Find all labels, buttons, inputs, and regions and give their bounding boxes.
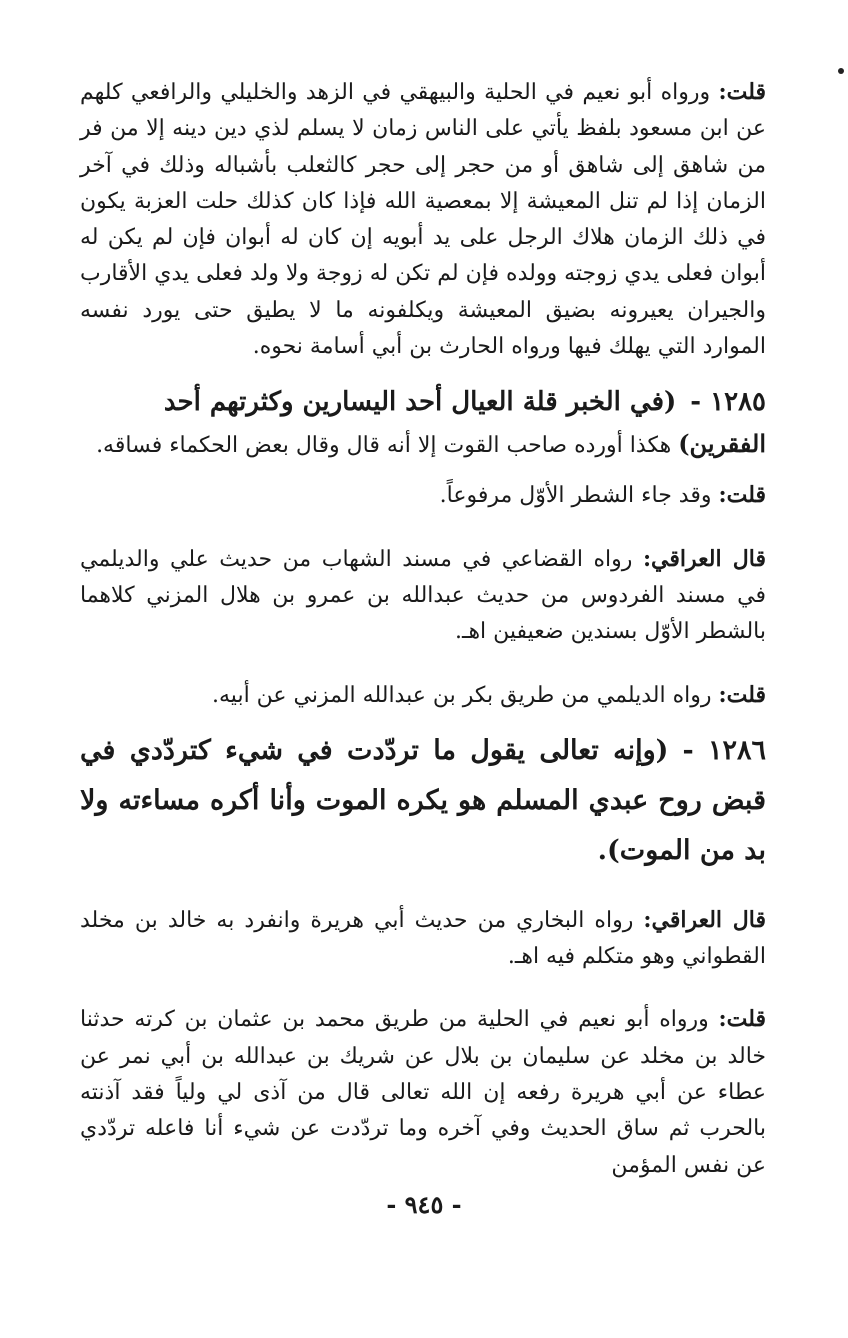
hadith-1286-number: ١٢٨٦ - (682, 734, 767, 766)
page-body (80, 74, 766, 1184)
iraqi-1285 (80, 541, 766, 651)
note-1286-lead: قلت: (718, 1006, 766, 1033)
hadith-1285-heading-end: الفقرين) (678, 429, 766, 459)
note-1285-a (80, 477, 766, 514)
hadith-1285-number: ١٢٨٥ - (690, 387, 766, 418)
iraqi-1286-lead: قال العراقي: (643, 906, 766, 933)
note-1285-a-text: وقد جاء الشطر الأوّل مرفوعاً. (439, 483, 719, 509)
hadith-1285-tail (80, 427, 766, 463)
note-1286 (80, 1001, 766, 1183)
paragraph-1-lead: قلت: (718, 79, 766, 105)
hadith-1285-heading-text: (في الخبر قلة العيال أحد اليسارين وكثرتهم أحد (163, 387, 677, 418)
iraqi-1286 (80, 902, 766, 976)
note-1285-b-text: رواه الديلمي من طريق بكر بن عبدالله المزني عن أبيه. (212, 682, 719, 708)
hadith-1286-heading-text: (وإنه تعالى يقول ما تردّدت في شيء كتردّدي في قبض روح عبدي المسلم هو يكره الموت وأنا أكره مساءته ولا بد من الموت). (80, 734, 766, 866)
ink-dot (838, 68, 844, 74)
hadith-1285-tail-text: هكذا أورده صاحب القوت إلا أنه قال وقال بعض الحكماء فساقه. (96, 433, 679, 459)
note-1286-text: ورواه أبو نعيم في الحلية من طريق محمد بن عثمان بن كرته حدثنا خالد بن مخلد عن سليمان بن بلال عن شريك بن عبدالله بن أبي نمر عن عطاء عن أبي هريرة رفعه إن الله تعالى قال من آذى لي ولياً فقد آذنته بالحرب ثم ساق الحديث وفي آخره وما تردّدت عن شيء أنا فاعله تردّدي عن نفس المؤمن (80, 1007, 766, 1178)
iraqi-1286-text: رواه البخاري من حديث أبي هريرة وانفرد به خالد بن مخلد القطواني وهو متكلم فيه اهـ. (80, 907, 766, 970)
hadith-1286-heading (80, 726, 766, 876)
paragraph-1 (80, 74, 766, 365)
note-1285-b (80, 677, 766, 714)
iraqi-1285-text: رواه القضاعي في مسند الشهاب من حديث علي والديلمي في مسند الفردوس من حديث عبدالله بن عمرو بن هلال المزني كلاهما بالشطر الأوّل بسندين ضعيفين اهـ. (80, 546, 766, 645)
iraqi-1285-lead: قال العراقي: (642, 545, 766, 572)
note-1285-b-lead: قلت: (718, 681, 766, 708)
page-number: - ٩٤٥ - (386, 1190, 462, 1219)
hadith-1285-heading (80, 377, 766, 427)
note-1285-a-lead: قلت: (718, 482, 766, 509)
paragraph-1-text: ورواه أبو نعيم في الحلية والبيهقي في الزهد والخليلي والرافعي كلهم عن ابن مسعود بلفظ يأتي على الناس زمان لا يسلم لذي دين دينه إلا من فر من شاهق إلى شاهق أو من حجر إلى حجر كالثعلب بأشباله وذلك في آخر الزمان إذا لم تنل المعيشة إلا بمعصية الله فإذا كان كذلك حلت العزبة يكون في ذلك الزمان هلاك الرجل على يد أبويه إن كان له أبوان فإن لم يكن له أبوان فعلى يدي زوجته وولده فإن لم تكن له زوجة ولا ولد فعلى يدي الأقارب والجيران يعيرونه بضيق المعيشة ويكلفونه ما لا يطيق حتى يورد نفسه الموارد التي يهلك فيها ورواه الحارث بن أبي أسامة نحوه. (80, 80, 766, 360)
